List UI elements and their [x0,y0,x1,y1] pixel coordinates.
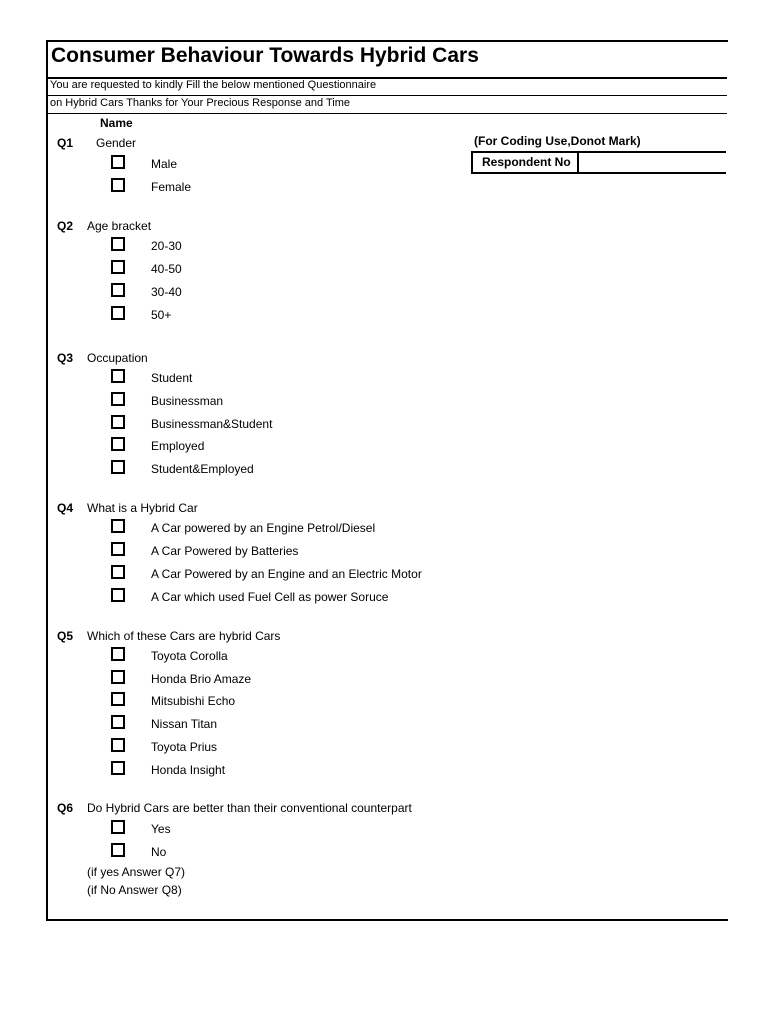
checkbox[interactable] [111,415,125,429]
question-number: Q1 [57,136,74,150]
option-label: A Car which used Fuel Cell as power Soruce [151,590,389,604]
checkbox[interactable] [111,306,125,320]
checkbox[interactable] [111,565,125,579]
option-label: No [151,845,167,859]
page-title: Consumer Behaviour Towards Hybrid Cars [51,44,479,67]
question-text: Which of these Cars are hybrid Cars [87,629,281,643]
checkbox[interactable] [111,692,125,706]
option-label: Mitsubishi Echo [151,694,236,708]
checkbox[interactable] [111,237,125,251]
respondent-label: Respondent No [473,153,579,172]
checkbox[interactable] [111,369,125,383]
question-text: Do Hybrid Cars are better than their conventional counterpart [87,801,412,815]
option-label: 30-40 [151,285,182,299]
divider [47,113,727,114]
checkbox[interactable] [111,761,125,775]
checkbox[interactable] [111,392,125,406]
question-number: Q5 [57,629,74,643]
question-text: What is a Hybrid Car [87,501,198,515]
checkbox[interactable] [111,178,125,192]
question-number: Q2 [57,219,74,233]
skip-note: (if No Answer Q8) [87,883,182,897]
question-number: Q4 [57,501,74,515]
question-number: Q6 [57,801,74,815]
option-label: Businessman [151,394,224,408]
option-label: A Car powered by an Engine Petrol/Diesel [151,521,376,535]
option-label: Female [151,180,192,194]
option-label: Businessman&Student [151,417,273,431]
checkbox[interactable] [111,155,125,169]
checkbox[interactable] [111,670,125,684]
divider [47,95,727,96]
checkbox[interactable] [111,519,125,533]
checkbox[interactable] [111,588,125,602]
option-label: Nissan Titan [151,717,218,731]
checkbox[interactable] [111,542,125,556]
option-label: Employed [151,439,205,453]
option-label: 40-50 [151,262,182,276]
skip-note: (if yes Answer Q7) [87,865,186,879]
intro-line-1: You are requested to kindly Fill the below mentioned Questionnaire [50,79,377,91]
checkbox[interactable] [111,437,125,451]
respondent-number-box [471,151,726,174]
option-label: Toyota Corolla [151,649,228,663]
respondent-number-field[interactable] [579,153,726,172]
option-label: Toyota Prius [151,740,218,754]
option-label: Yes [151,822,171,836]
intro-line-2: on Hybrid Cars Thanks for Your Precious Response and Time [50,97,351,109]
checkbox[interactable] [111,843,125,857]
option-label: Student&Employed [151,462,254,476]
checkbox[interactable] [111,647,125,661]
option-label: Honda Brio Amaze [151,672,252,686]
checkbox[interactable] [111,715,125,729]
checkbox[interactable] [111,283,125,297]
option-label: A Car Powered by Batteries [151,544,299,558]
coding-note: (For Coding Use,Donot Mark) [474,134,641,148]
question-text: Gender [96,136,137,150]
option-label: Student [151,371,193,385]
question-text: Age bracket [87,219,152,233]
checkbox[interactable] [111,738,125,752]
checkbox[interactable] [111,460,125,474]
option-label: Male [151,157,178,171]
option-label: Honda Insight [151,763,226,777]
question-text: Occupation [87,351,148,365]
option-label: 50+ [151,308,172,322]
option-label: A Car Powered by an Engine and an Electric Motor [151,567,422,581]
checkbox[interactable] [111,820,125,834]
checkbox[interactable] [111,260,125,274]
question-number: Q3 [57,351,74,365]
option-label: 20-30 [151,239,182,253]
name-label: Name [100,116,133,130]
